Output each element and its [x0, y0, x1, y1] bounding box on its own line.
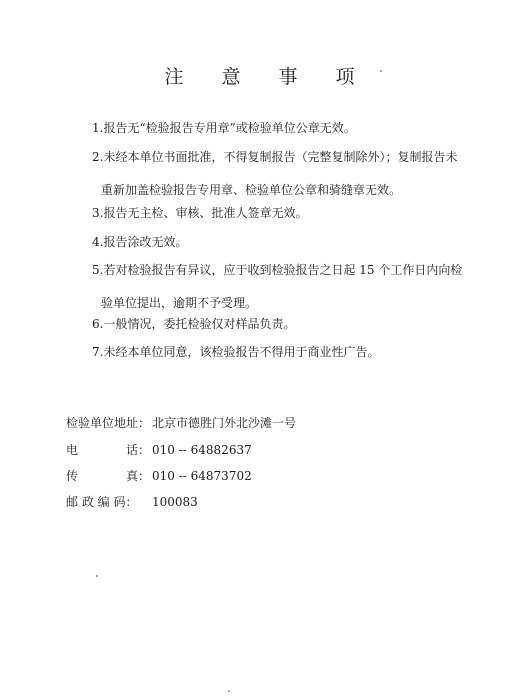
title-char: 意 [221, 66, 241, 88]
note-text: 报告涂改无效。 [103, 235, 188, 249]
scan-speck [228, 690, 230, 692]
note-item [92, 233, 187, 250]
note-item [92, 204, 307, 221]
fax-row [66, 467, 252, 484]
note-text-continued: 重新加盖检验报告专用章、检验单位公章和骑缝章无效。 [101, 183, 402, 197]
address-label: 检验单位地址： [66, 416, 151, 430]
fax-label: 传 真： [66, 469, 151, 483]
note-text: 报告无主检、审核、批准人签章无效。 [103, 206, 308, 220]
note-number: 5. [92, 263, 104, 277]
title-char: 事 [278, 66, 298, 88]
phone-label: 电 话： [66, 443, 151, 457]
postcode-label: 邮 政 编 码： [66, 495, 138, 509]
note-text: 报告无“检验报告专用章”或检验单位公章无效。 [103, 121, 356, 135]
fax-value: 010 -- 64873702 [152, 469, 252, 483]
note-number: 1. [92, 121, 104, 135]
title-char: 注 [164, 66, 184, 88]
title-char: 项 [335, 66, 355, 88]
note-item [92, 315, 295, 332]
note-number: 2. [92, 150, 104, 164]
note-item [92, 148, 457, 198]
note-text: 若对检验报告有异议，应于收到检验报告之日起 15 个工作日内向检 [103, 263, 463, 277]
note-number: 4. [92, 235, 104, 249]
address-row [66, 414, 296, 431]
phone-row [66, 441, 252, 458]
page-title [0, 62, 519, 89]
note-text-continued: 验单位提出，逾期不予受理。 [101, 296, 258, 310]
note-item [92, 261, 462, 311]
note-number: 3. [92, 206, 104, 220]
note-item [92, 119, 356, 136]
note-text: 未经本单位同意，该检验报告不得用于商业性广告。 [103, 345, 380, 359]
note-text: 一般情况，委托检验仅对样品负责。 [103, 317, 296, 331]
postcode-value: 100083 [152, 495, 198, 509]
note-item [92, 343, 379, 360]
phone-value: 010 -- 64882637 [152, 443, 252, 457]
address-value: 北京市德胜门外北沙滩一号 [152, 416, 297, 430]
scan-speck [96, 575, 98, 577]
note-number: 7. [92, 345, 104, 359]
note-text: 未经本单位书面批准，不得复制报告（完整复制除外）；复制报告未 [103, 150, 458, 164]
note-number: 6. [92, 317, 104, 331]
postcode-row [66, 493, 198, 510]
scan-speck [380, 70, 382, 72]
